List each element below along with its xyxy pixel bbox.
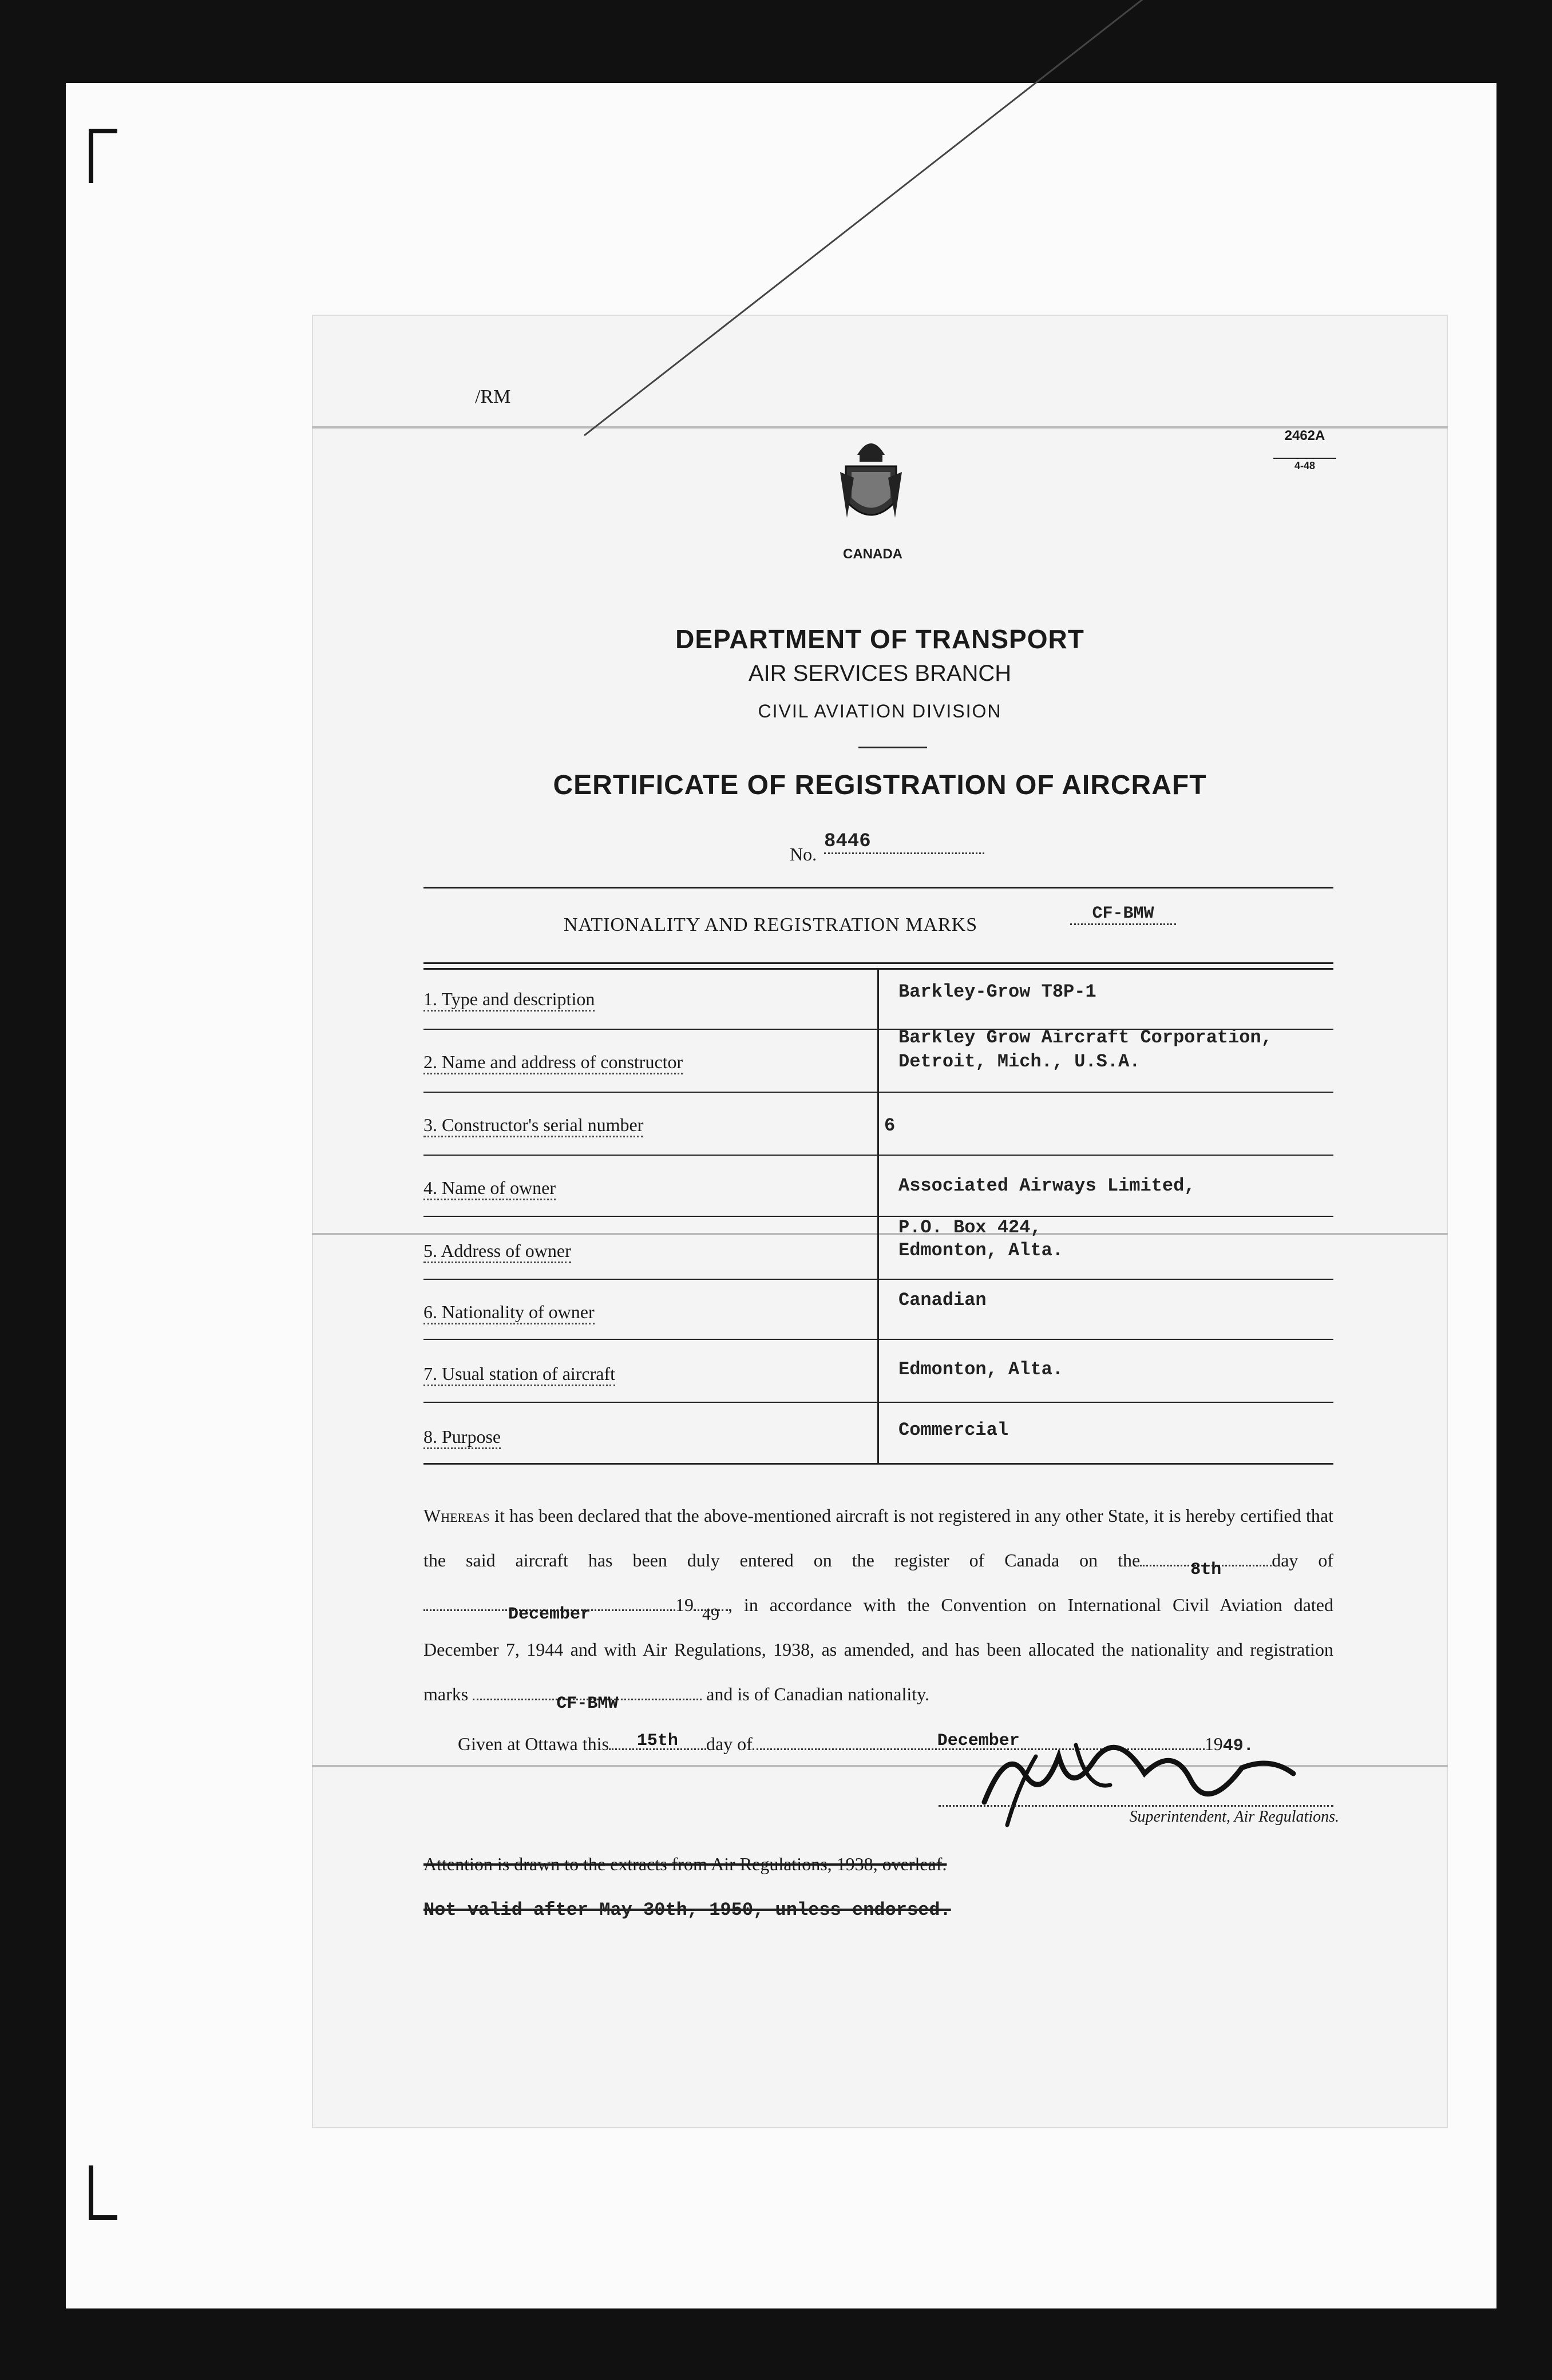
row-rule (423, 1402, 1333, 1403)
certificate-number: 8446 (824, 831, 984, 854)
form-number: 2462A (1284, 428, 1325, 443)
given-year-prefix: 19 (1204, 1734, 1223, 1754)
validity-note: Not valid after May 30th, 1950, unless endorsed. (423, 1899, 951, 1921)
row-label: 2. Name and address of constructor (423, 1052, 683, 1074)
row-value: Associated Airways Limited, (898, 1175, 1195, 1196)
rule (423, 962, 1333, 964)
row-value: Canadian (898, 1290, 987, 1311)
certificate-number-label: No. (790, 844, 817, 864)
attention-note: Attention is drawn to the extracts from Air Regulations, 1938, overleaf. (423, 1854, 947, 1874)
row-value-line2: Edmonton, Alta. (898, 1240, 1064, 1261)
given-year: 49. (1222, 1736, 1254, 1756)
registration-marks-field: CF-BMW (473, 1699, 702, 1700)
divider (858, 747, 927, 748)
coat-of-arms-icon (840, 432, 902, 532)
row-value: P.O. Box 424, (898, 1217, 1042, 1238)
row-rule (423, 1279, 1333, 1280)
form-date: 4-48 (1273, 458, 1336, 472)
registration-day-field: 8th (1140, 1565, 1272, 1566)
table-bottom-rule (423, 1463, 1333, 1465)
row-label: 7. Usual station of aircraft (423, 1363, 615, 1386)
given-day-of-label: day of (706, 1734, 753, 1754)
given-month-field: December (753, 1748, 1205, 1750)
row-value-line2: Detroit, Mich., U.S.A. (898, 1051, 1141, 1072)
crop-mark-bottom-left-h (89, 2215, 117, 2220)
row-value: Barkley-Grow T8P-1 (898, 981, 1096, 1002)
row-rule (423, 1092, 1333, 1093)
nationality-marks-value: CF-BMW (1070, 904, 1176, 925)
row-rule (423, 1216, 1333, 1217)
given-prefix: Given at Ottawa this (458, 1734, 609, 1754)
on-the-label: on the (1079, 1550, 1141, 1570)
row-rule (423, 1155, 1333, 1156)
file-mark: /RM (475, 386, 511, 407)
row-value: Edmonton, Alta. (898, 1359, 1064, 1380)
branch-name: AIR SERVICES BRANCH (748, 661, 1012, 686)
paragraph-text: , in accordance with the Convention on International Civil Aviation dated December 7, 1944 and with Air Regulations, 1938, as amended, and has been allocated the nationality and registration marks (423, 1594, 1333, 1704)
registration-month-field: December (423, 1609, 675, 1611)
row-rule (423, 1339, 1333, 1340)
paragraph-text: it has been declared that the above-mentioned aircraft is not registered in any other State, it is hereby certified that the said aircraft has been duly entered on the register of Canada (423, 1505, 1334, 1570)
row-value: Commercial (898, 1419, 1009, 1441)
crest-label: CANADA (843, 546, 902, 562)
row-label: 3. Constructor's serial number (423, 1114, 643, 1137)
row-label: 4. Name of owner (423, 1177, 556, 1200)
nationality-marks-label: NATIONALITY AND REGISTRATION MARKS (564, 914, 978, 935)
rule (423, 887, 1333, 888)
year-prefix: 19 (675, 1594, 694, 1615)
row-label: 1. Type and description (423, 989, 595, 1011)
fold-line-middle (312, 1233, 1448, 1235)
signatory-title: Superintendent, Air Regulations. (1129, 1808, 1339, 1826)
row-label: 8. Purpose (423, 1426, 501, 1449)
paragraph-text: and is of Canadian nationality. (706, 1684, 930, 1704)
row-label: 5. Address of owner (423, 1240, 571, 1263)
signature-line (939, 1805, 1333, 1807)
row-value: 6 (884, 1115, 896, 1136)
crop-mark-bottom-left (89, 2165, 93, 2220)
whereas-word: Whereas (423, 1505, 490, 1526)
row-label: 6. Nationality of owner (423, 1302, 595, 1324)
certification-paragraph (423, 1493, 1333, 1716)
crop-mark-top-left (89, 129, 93, 183)
department-name: DEPARTMENT OF TRANSPORT (675, 624, 1084, 654)
certificate-title: CERTIFICATE OF REGISTRATION OF AIRCRAFT (553, 770, 1207, 800)
division-name: CIVIL AVIATION DIVISION (758, 701, 1002, 721)
crop-mark-top-left-h (89, 129, 117, 133)
registration-year-field: 49 (694, 1609, 728, 1611)
day-of-label: day of (1272, 1550, 1334, 1570)
row-value: Barkley Grow Aircraft Corporation, (898, 1027, 1272, 1048)
given-day-field: 15th (609, 1748, 706, 1750)
